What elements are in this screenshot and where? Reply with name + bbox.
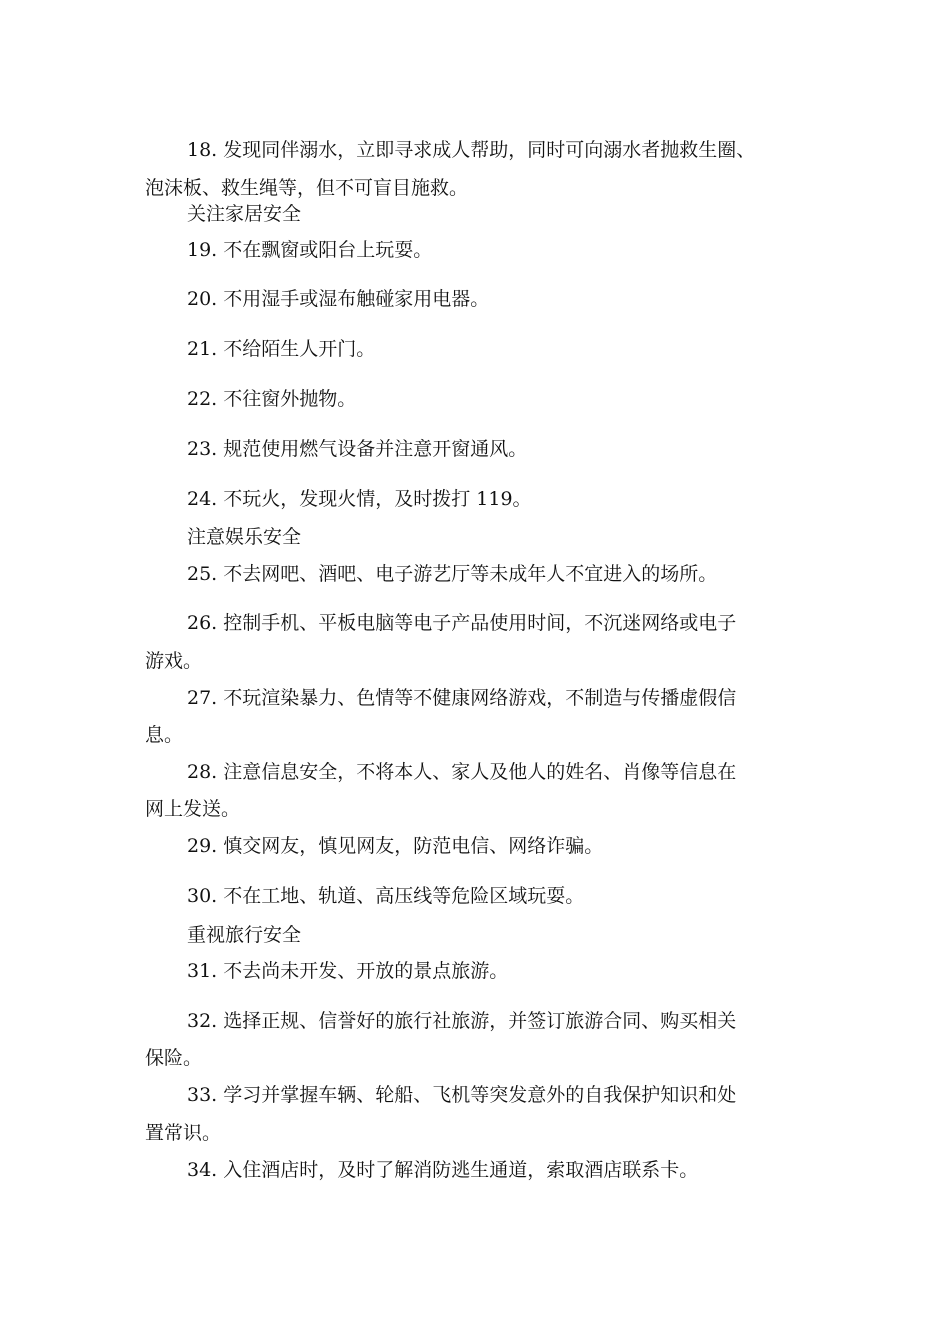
item-31: 31. 不去尚未开发、开放的景点旅游。	[187, 960, 509, 982]
item-23: 23. 规范使用燃气设备并注意开窗通风。	[187, 438, 528, 460]
item-25: 25. 不去网吧、酒吧、电子游艺厅等未成年人不宜进入的场所。	[187, 563, 718, 585]
item-26-line-1: 26. 控制手机、平板电脑等电子产品使用时间，不沉迷网络或电子	[187, 612, 737, 634]
item-26-line-2: 游戏。	[145, 650, 203, 672]
item-19: 19. 不在飘窗或阳台上玩耍。	[187, 239, 433, 261]
item-30: 30. 不在工地、轨道、高压线等危险区域玩耍。	[187, 885, 585, 907]
item-28-line-2: 网上发送。	[145, 798, 241, 820]
item-27-line-1: 27. 不玩渲染暴力、色情等不健康网络游戏，不制造与传播虚假信	[187, 687, 737, 709]
section-heading-home-safety: 关注家居安全	[187, 203, 302, 225]
item-33-line-1: 33. 学习并掌握车辆、轮船、飞机等突发意外的自我保护知识和处	[187, 1084, 737, 1106]
item-28-line-1: 28. 注意信息安全，不将本人、家人及他人的姓名、肖像等信息在	[187, 761, 737, 783]
item-34: 34. 入住酒店时，及时了解消防逃生通道，索取酒店联系卡。	[187, 1159, 699, 1181]
item-22: 22. 不往窗外抛物。	[187, 388, 357, 410]
item-27-line-2: 息。	[145, 724, 184, 746]
item-20: 20. 不用湿手或湿布触碰家用电器。	[187, 288, 490, 310]
section-heading-entertainment-safety: 注意娱乐安全	[187, 526, 302, 548]
item-24: 24. 不玩火，发现火情，及时拨打 119。	[187, 488, 532, 510]
item-32-line-2: 保险。	[145, 1047, 203, 1069]
item-33-line-2: 置常识。	[145, 1122, 222, 1144]
item-32-line-1: 32. 选择正规、信誉好的旅行社旅游，并签订旅游合同、购买相关	[187, 1010, 737, 1032]
item-21: 21. 不给陌生人开门。	[187, 338, 376, 360]
item-29: 29. 慎交网友，慎见网友，防范电信、网络诈骗。	[187, 835, 604, 857]
section-heading-travel-safety: 重视旅行安全	[187, 924, 302, 946]
item-18-line-1: 18. 发现同伴溺水，立即寻求成人帮助，同时可向溺水者抛救生圈、	[187, 139, 756, 161]
item-18-line-2: 泡沫板、救生绳等，但不可盲目施救。	[145, 177, 469, 199]
